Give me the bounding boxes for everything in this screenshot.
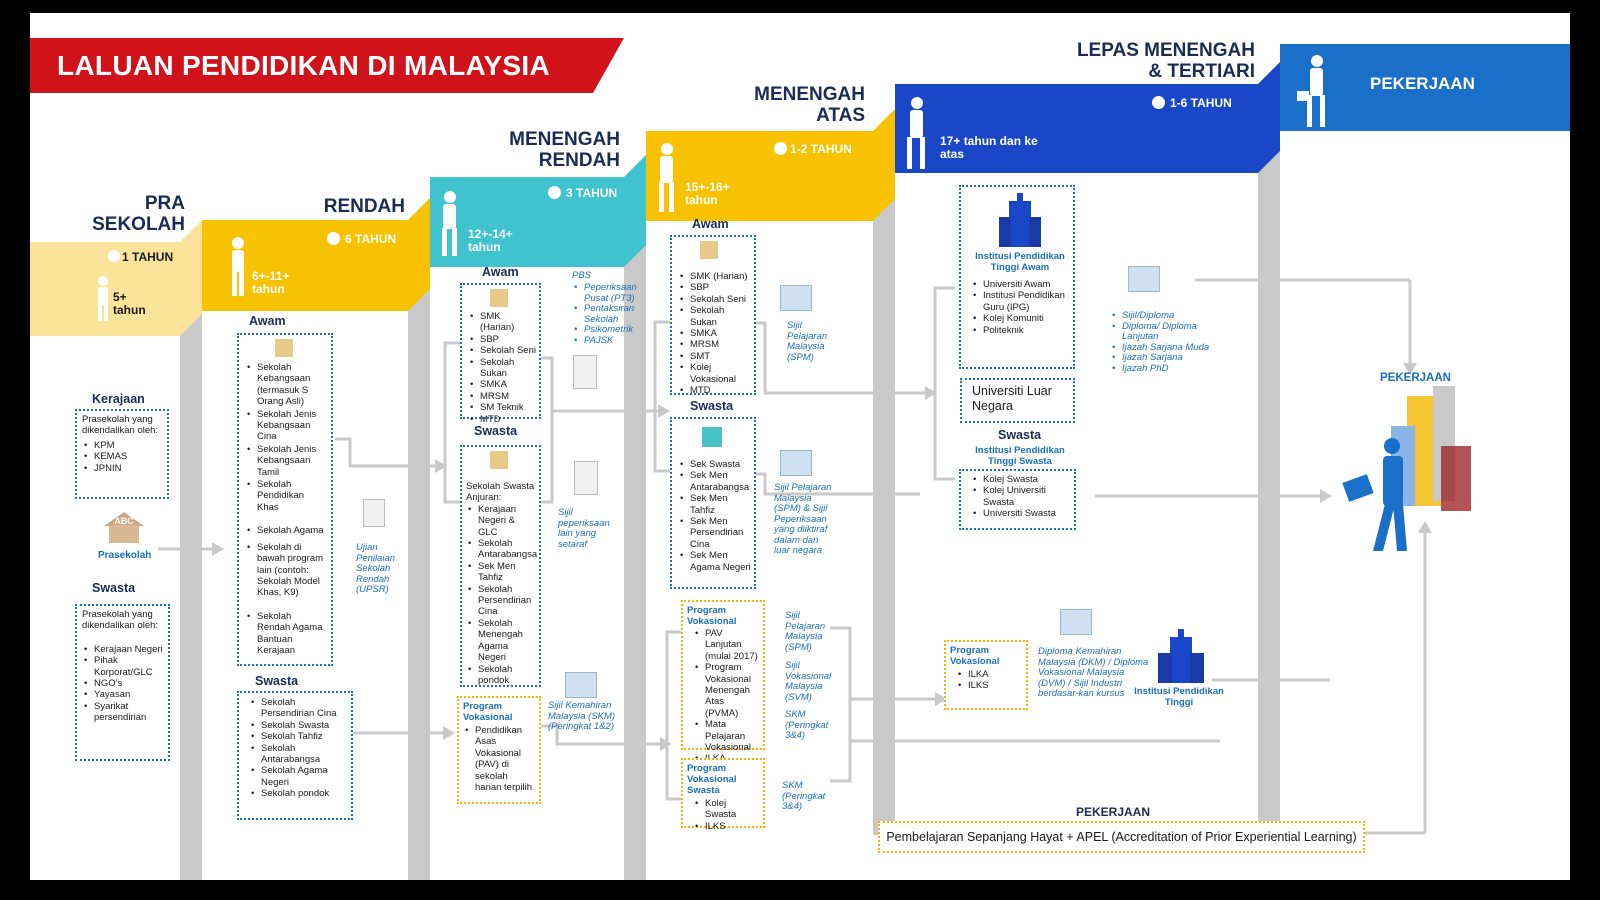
list-item: • Psikometrik (584, 325, 646, 336)
mr-swasta-list (466, 504, 536, 687)
list-item: • Sekolah Sukan (690, 305, 751, 328)
list-item: • Diploma/ Diploma Lanjutan (1122, 322, 1227, 343)
school-icon (490, 451, 508, 469)
ma-voc-swasta-cert: SKM (Peringkat 3&4) (782, 780, 826, 812)
ma-awam-box (670, 235, 756, 395)
list-item: • Sekolah Persendirian Cina (261, 697, 347, 720)
list-item: • Sijil/Diploma (1122, 311, 1227, 322)
worker-city-icon (1335, 386, 1495, 566)
duration-pra: 1 TAHUN (122, 250, 174, 264)
list-item: • Pihak Korporat/GLC (94, 655, 163, 678)
rendah-awam-list (245, 362, 327, 656)
mr-awam-box (460, 283, 541, 425)
list-item: • PAJSK (584, 336, 646, 347)
ma-swasta-title: Swasta (690, 399, 734, 413)
list-item: • Sekolah Antarabangsa (478, 538, 536, 561)
building-icon (702, 427, 722, 447)
list-item: • Ijazah Sarjana Muda (1122, 343, 1227, 354)
list-item: • Sekolah Pendidikan Khas (257, 479, 327, 513)
school-icon (275, 339, 293, 357)
mr-voc-box (457, 696, 541, 804)
list-item: • Sekolah Seni (480, 345, 536, 356)
pra-swasta-list (82, 644, 163, 724)
list-item: • Yayasan (94, 689, 163, 700)
duration-menengah-rendah: 3 TAHUN (566, 186, 618, 200)
ma-voc-swasta-title: Program Vokasional Swasta (687, 763, 737, 796)
ma-voc-cert-spm: Sijil Pelajaran Malaysia (SPM) (785, 610, 826, 653)
pra-swasta-box (75, 604, 170, 761)
mr-awam-title: Awam (482, 265, 519, 279)
age-menengah-atas: 15+-16+ tahun (685, 180, 730, 207)
list-item: • Kerajaan Negeri (94, 644, 163, 655)
mr-voc-title: Program Vokasional (463, 701, 513, 723)
list-item: • Sek Men Persendirian Cina (690, 516, 751, 550)
list-item: • Sek Swasta (690, 459, 751, 470)
list-item: • Universiti Awam (983, 279, 1069, 290)
age-tertiari: 17+ tahun dan ke atas (940, 134, 1038, 161)
list-item: • Sekolah Jenis Kebangsaan Tamil (257, 444, 327, 478)
institution-building-icon (1156, 629, 1206, 685)
bottom-pekerjaan-label: PEKERJAAN (1076, 805, 1151, 819)
list-item: • Sek Men Agama Negeri (690, 550, 751, 573)
page-title: LALUAN PENDIDIKAN DI MALAYSIA (57, 50, 551, 81)
pra-kerajaan-list (82, 440, 162, 474)
list-item: • SMT (690, 351, 751, 362)
ma-awam-cert: Sijil Pelajaran Malaysia (SPM) (787, 320, 828, 363)
list-item: • MRSM (690, 339, 751, 350)
ma-voc-title: Program Vokasional (687, 605, 737, 627)
list-item: • Kolej Komuniti (983, 313, 1069, 324)
lifelong-learning-box: Pembelajaran Sepanjang Hayat + APEL (Accreditation of Prior Experiential Learning) (878, 821, 1365, 853)
rendah-swasta-box (237, 691, 353, 820)
tert-voc-list (950, 669, 1022, 692)
tert-cert-list (1110, 311, 1227, 374)
list-item: • Sekolah Seni (690, 294, 751, 305)
pbs-title: PBS (572, 270, 592, 281)
stage-title-rendah: RENDAH (323, 196, 405, 217)
list-item: • Peperiksaan Pusat (PT3) (584, 283, 646, 304)
ipts-list (971, 474, 1070, 520)
ipta-box (959, 185, 1075, 369)
list-item: • SMKA (480, 379, 536, 390)
list-item: • KPM (94, 440, 162, 451)
list-item: • SBP (690, 282, 751, 293)
school-house-icon (102, 510, 146, 544)
ma-voc-cert-svm: Sijil Vokasional Malaysia (SVM) (785, 660, 832, 703)
list-item: • PAV Lanjutan (mulai 2017) (705, 628, 759, 662)
tert-swasta-title: Swasta (998, 428, 1042, 442)
list-item: • SMK (Harian) (480, 311, 536, 334)
age-rendah: 6+-11+ tahun (252, 269, 290, 296)
list-item: • Ijazah Sarjana (1122, 353, 1227, 364)
stage-title-pekerjaan: PEKERJAAN (1370, 74, 1475, 93)
stage-title-menengah-atas: MENENGAH ATAS (754, 84, 865, 126)
age-pra: 5+ tahun (113, 290, 146, 317)
list-item: • Sekolah di bawah program lain (contoh: Sekolah Model Khas, K9) (257, 542, 327, 599)
university-building-icon (997, 191, 1041, 249)
mr-voc-list (463, 725, 535, 793)
list-item: • Sekolah Sukan (480, 357, 536, 380)
ma-awam-list (678, 271, 751, 396)
stage-title-menengah-rendah: MENENGAH RENDAH (509, 129, 620, 171)
certificate-icon (1060, 609, 1092, 635)
list-item: • Kolej Universiti Swasta (983, 485, 1070, 508)
certificate-icon (565, 672, 597, 698)
mr-swasta-box (460, 445, 541, 687)
list-item: • MTD (690, 385, 751, 396)
certificate-icon (573, 355, 597, 389)
rendah-swasta-title: Swasta (255, 674, 299, 688)
universiti-luar-negara-box: Universiti Luar Negara (960, 378, 1075, 423)
list-item: • Sekolah Tahfiz (261, 731, 347, 742)
school-icon (700, 241, 718, 259)
ma-swasta-list (678, 459, 751, 573)
list-item: • Sekolah pondok (261, 788, 347, 799)
rendah-swasta-list (249, 697, 347, 800)
list-item: • Pentaksiran Sekolah (584, 304, 646, 325)
pra-kerajaan-box (75, 409, 169, 499)
duration-rendah: 6 TAHUN (345, 232, 397, 246)
certificate-icon (574, 461, 598, 495)
list-item: • SMK (Harian) (690, 271, 751, 282)
rendah-cert: Ujian Penilaian Sekolah Rendah (UPSR) (356, 542, 396, 595)
list-item: • Politeknik (983, 325, 1069, 336)
ipts-title: Institusi Pendidikan Tinggi Swasta (975, 445, 1065, 467)
age-menengah-rendah: 12+-14+ tahun (468, 227, 513, 254)
prasekolah-label: Prasekolah (98, 550, 152, 561)
list-item: • Sekolah Menengah Agama Negeri (478, 618, 536, 664)
mr-swasta-cert: Sijil peperiksaan lain yang setaraf (558, 507, 610, 550)
list-item: • Sek Men Tahfiz (690, 493, 751, 516)
abc-label: ABC (114, 516, 134, 526)
list-item: • Sekolah Antarabangsa (261, 743, 347, 766)
list-item: • Sekolah pondok (478, 664, 536, 687)
pra-swasta-intro: Prasekolah yang dikendalikan oleh: (82, 609, 159, 632)
pekerjaan-label: PEKERJAAN (1380, 372, 1451, 384)
mr-awam-list (468, 311, 536, 425)
mr-voc-cert: Sijil Kemahiran Malaysia (SKM) (Peringkat 1&2) (548, 700, 616, 732)
list-item: • JPNIN (94, 463, 162, 474)
list-item: • Pendidikan Asas Vokasional (PAV) di sekolah harian terpilih (475, 725, 535, 793)
list-item: • MTD (480, 414, 536, 425)
list-item: • Sek Men Tahfiz (478, 561, 536, 584)
stage-title-tertiari: LEPAS MENENGAH & TERTIARI (1076, 40, 1255, 82)
mr-swasta-title: Swasta (474, 424, 518, 438)
list-item: • Kolej Swasta (705, 798, 759, 821)
ipt-label: Institusi Pendidikan Tinggi (1134, 686, 1224, 708)
pra-swasta-title: Swasta (92, 581, 136, 595)
ipta-title: Institusi Pendidikan Tinggi Awam (975, 251, 1065, 273)
ipts-box (959, 469, 1076, 530)
ma-voc-box (681, 600, 765, 754)
list-item: • Universiti Swasta (983, 508, 1070, 519)
list-item: • SM Teknik (480, 402, 536, 413)
list-item: • Kolej Vokasional (690, 362, 751, 385)
pra-kerajaan-intro: Prasekolah yang dikendalikan oleh: (82, 414, 159, 437)
list-item: • Sek Men Antarabangsa (690, 470, 751, 493)
list-item: • SMKA (690, 328, 751, 339)
ipta-list (971, 279, 1069, 336)
list-item: • NGO's (94, 678, 163, 689)
list-item: • KEMAS (94, 451, 162, 462)
list-item: • Ijazah PhD (1122, 364, 1227, 375)
list-item: • Sekolah Agama (257, 525, 327, 536)
tert-voc-box (944, 640, 1028, 710)
list-item: • ILKS (968, 680, 1022, 691)
certificate-icon (780, 450, 812, 476)
ma-voc-swasta-box (681, 758, 765, 832)
list-item: • Sekolah Kebangsaan (termasuk S Orang Asli) (257, 362, 327, 408)
certificate-icon (1128, 266, 1160, 292)
list-item: • ILKS (705, 821, 759, 832)
ma-voc-swasta-list (687, 798, 759, 832)
ma-voc-list (687, 628, 759, 765)
school-icon (490, 289, 508, 307)
ma-swasta-cert: Sijil Pelajaran Malaysia (SPM) & Sijil Peperiksaan yang diiktiraf dalam dan luar negara (774, 482, 832, 556)
list-item: • Kolej Swasta (983, 474, 1070, 485)
pra-kerajaan-title: Kerajaan (92, 392, 145, 406)
duration-tertiari: 1-6 TAHUN (1170, 96, 1232, 110)
list-item: • Sekolah Persendirian Cina (478, 584, 536, 618)
certificate-icon (363, 499, 385, 527)
list-item: • Institusi Pendidikan Guru (IPG) (983, 290, 1069, 313)
list-item: • Mata Pelajaran Vokasional (705, 719, 759, 753)
list-item: • Syarikat persendirian (94, 701, 163, 724)
rendah-awam-box (237, 333, 333, 666)
rendah-awam-title: Awam (249, 314, 286, 328)
tert-voc-cert: Diploma Kemahiran Malaysia (DKM) / Diploma Vokasional Malaysia (DVM) / Sijil Industri berdasar-kan kursus (1038, 646, 1149, 699)
list-item: • SBP (480, 334, 536, 345)
list-item: • MRSM (480, 391, 536, 402)
ma-voc-cert-skm: SKM (Peringkat 3&4) (785, 709, 829, 741)
pbs-list (572, 283, 646, 346)
list-item: • Sekolah Swasta (261, 720, 347, 731)
list-item: • Sekolah Rendah Agama Bantuan Kerajaan (257, 611, 327, 657)
list-item: • Kerajaan Negeri & GLC (478, 504, 536, 538)
list-item: • Sekolah Agama Negeri (261, 765, 347, 788)
list-item: • Program Vokasional Menengah Atas (PVMA) (705, 662, 759, 719)
stage-title-pra: PRA SEKOLAH (92, 193, 185, 235)
certificate-icon (780, 285, 812, 311)
list-item: • Sekolah Jenis Kebangsaan Cina (257, 409, 327, 443)
ma-awam-title: Awam (692, 217, 729, 231)
diagram-canvas (30, 13, 1570, 880)
tert-voc-title: Program Vokasional (950, 645, 1000, 667)
duration-menengah-atas: 1-2 TAHUN (790, 142, 852, 156)
list-item: • ILKA (968, 669, 1022, 680)
ma-swasta-box (670, 417, 756, 589)
mr-swasta-intro: Sekolah Swasta Anjuran: (466, 481, 535, 504)
